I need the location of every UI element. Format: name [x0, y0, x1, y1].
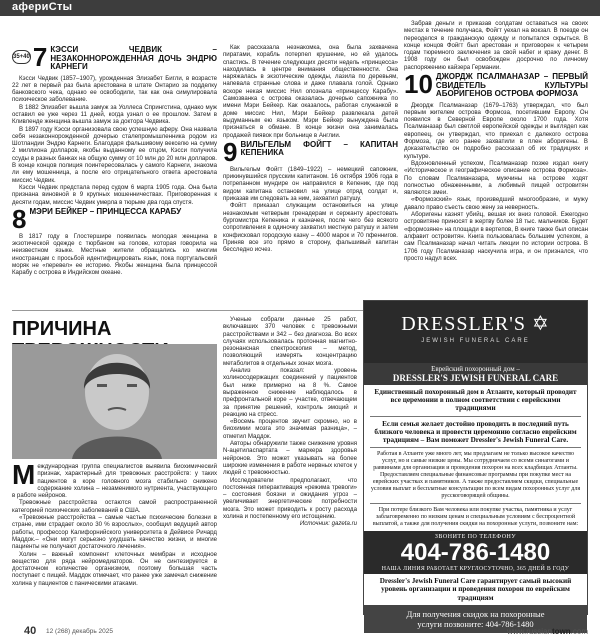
- story-10-paragraph: Аборигены казнят убийц, вешая их вниз головой. Ежегодно островитяне приносят в жертву более 18 тыс. мальчиков. Будет «формозяне» на площади в вертепов, В книге также был описан алфавит островитян. Книга пользовалась большим успехом, а сам Псалманазар начал читать лекции по истории острова. В 1706 году Псалманазар наскучила игра, и он признался, что просто надул всех.: [404, 211, 588, 262]
- ad-guarantee: [364, 574, 587, 605]
- ad-logo-subtitle: JEWISH FUNERAL CARE: [421, 338, 530, 344]
- article-paragraph: «Восемь процентов звучит скромно, но в биохимии мозга это значимая разница», – отметил Маддок.: [223, 418, 357, 440]
- story-column-middle: [223, 44, 398, 306]
- ad-hours: НАША ЛИНИЯ РАБОТАЕТ КРУГЛОСУТОЧНО, 365 ДНЕЙ В ГОДУ: [381, 566, 570, 573]
- page-footer: [0, 624, 600, 640]
- story-10-heading: [404, 69, 588, 100]
- story-8-paragraph: Как рассказала незнакомка, она была захвачена пиратами, корабль потерпел крушение, но ей удалось спастись. В течение следующих десяти недель «принцесса» находилась в центре внимания общественности. Она наряжалась в экзотические одежды, лазила по деревьям, напевала странные слова и даже плавала голой. Однако вскоре некая миссис Нил опознала «принцессу Карабу». Самозванка с острова оказалась дочерью сапожника по имени Мэри Бейкер. Как оказалось, работая служанкой в доме миссис Нил, Мэри Бейкер развлекала детей выдуманным ею языком. Мэри Бейкер вынуждена была признаться в обмане. В конце жизни она занималась продажей пиявок при больнице в Англии.: [223, 44, 398, 139]
- ad-text: При потере близкого Вам человека или покупке участка, памятника и услуг заблаговременно по низким ценам и специальным условиям с беспроцентной выплатой, а также для получения скидки на похоронные услуги, позвоните нам:: [372, 507, 579, 528]
- story-8-title: МЭРИ БЕЙКЕР – ПРИНЦЕССА КАРАБУ: [29, 206, 182, 216]
- story-7-paragraph: Кэсси Чедвик предстала перед судом 6 марта 1905 года. Она была признана виновной в 9 крупных мошенничествах. Приговоренная к десяти годам, миссис Чедвик умерла в тюрьме два года спустя.: [12, 183, 217, 206]
- story-7-paragraph: В 1882 Элизабет вышла замуж за Уоллеса Спрингстина, однако муж оставил ее уже через 11 дней, когда узнал о ее прошлом. Затем в Кливленде женщина вышла замуж за доктора Чедвика.: [12, 103, 217, 126]
- ad-phone-box: [364, 531, 587, 574]
- article-paragraph: Тревожные расстройства остаются самой распространенной категорией психических заболеваний в США.: [12, 499, 217, 514]
- article-title: ПРИЧИНА: [12, 318, 112, 340]
- story-column-left: [12, 44, 217, 306]
- ad-title-strip: [364, 363, 587, 385]
- ad-call-label: ЗВОНИТЕ ПО ТЕЛЕФОНУ: [434, 534, 517, 541]
- story-column-right: [404, 20, 588, 306]
- ad-guarantee-text: Dressler's Jewish Funeral Care гарантирует самый высокий уровень организации и проведения похорон по еврейским традициям: [379, 577, 572, 602]
- story-9-paragraph: Фойгт приказал служащим остановиться на улице незнакомым четверым гренадерам и сержанту арестовать бургомистра Кепеника и казначея, после чего без всякого сопротивления в одиночку захватил местную ратушу и затем конфисковал городскую казну – 4000 марок и 70 пфеннигов. Приняв все это прямо в сторону, фальшивый капитан бесследно исчез.: [223, 202, 398, 254]
- article-paragraph: «Тревожные расстройства – самые частые психические болезни в стране, ими страдает около 30 % взрослых», сообщил ведущий автор работы, профессор Калифорнийского университета в Дейвисе Ричард Маддок.– «Они могут серьезно ухудшать качество жизни, и многие пациенты не получают достаточного лечения».: [12, 514, 217, 551]
- ad-footer-line1: Для получения скидок на похоронные: [406, 608, 545, 619]
- star-of-david-icon: ✡: [531, 313, 550, 335]
- article-paragraph: Авторы обнаружили также снижение уровня N-ацетиласпартата – маркера здоровья нейронов. Это может указывать на более широкие изменения в работе нервных клеток у людей с тревожностью.: [223, 440, 357, 477]
- ad-divider: [370, 416, 581, 417]
- story-10-paragraph: «Формозский» язык, произведший многообразие, и мужу давало право съесть свою жену за неверность.: [404, 196, 588, 211]
- story-7-heading: [12, 42, 217, 72]
- ad-divider: [370, 503, 581, 504]
- article-photo: [12, 344, 217, 459]
- story-8-paragraph: В 1817 году в Глостершире появилась молодая женщина в экзотической одежде с тюрбаном на голове, которая говорила на неизвестном языке. Местные жители обращались ко многим иностранцам с просьбой идентифицировать язык, пока португальский моряк не «перевел» ее историю. Якобы женщина была принцессой Карабу с острова в Индийском океане.: [12, 232, 217, 277]
- story-9-paragraph: Вильгельм Фойгт (1849–1922) – немецкий сапожник, прикинувшийся прусским капитаном. 16 октября 1906 года в потрепанном мундире он направился в Кепеник, где под видом капитана остановил на улице отряд солдат и, приказав им следовать за ним, захватил ратушу.: [223, 165, 398, 203]
- article-paragraph: Исследователи предполагают, что постоянная гиперактивация «режима тревоги» – состояния боязни и ожидания угроз – увеличивает энергетические потребности мозга. Это может приводить к росту расхода холина и постепенному его истощению.: [223, 476, 357, 521]
- story-8-heading: [12, 203, 217, 234]
- section-header-bar: [0, 0, 600, 16]
- story-10-paragraph: Джордж Псалманазар (1679–1763) утверждал, что был первым жителем острова Формоза, посетившим Европу. Он появился в Северной Европе около 1700 года. Хотя Псалманазар был светлой европейской одежды и выглядел как европеец, он утверждал, что приехал с далекого острова Формоза, где его ранее захватили в плен аборигены. В доказательство он подробно рассказал об их традициях и культуре.: [404, 101, 588, 160]
- article-paragraph-text: еждународная группа специалистов выявила биохимический признак, характерный для тревожных расстройств: у таких пациентов в коре головного мозга стабильно снижено содержание холина – незаменимого нутриента, участвующего в работе нейронов.: [12, 463, 217, 500]
- ad-strip-line1: Еврейский похоронный дом –: [431, 365, 520, 373]
- funeral-advertisement: [363, 300, 588, 629]
- story-7-paragraph: В 1897 году Кэсси организовала свою успешную аферу. Она назвала себя незаконнорожденной дочерью сталепромышленника родом из Шотландии Эндрю Карнеги. Благодаря фальшивому векселю на сумму 2 миллиона долларов, якобы выданному ее отцом, Кэсси получила ссуды в разных банках на общую сумму от 10 млн до 20 млн долларов. В конце концов полиция поинтересовалась у самого Карнеги, знакома ли ему мошенница, а после его отрицательного ответа арестовала миссис Чедвик.: [12, 125, 217, 184]
- ad-headline: Единственный похоронный дом в Атланте, который проводит все церемонии в полном соответствии с еврейскими традициями: [374, 388, 577, 413]
- drop-cap: М: [12, 459, 36, 490]
- article-paragraph: Холин – важный компонент клеточных мембран и исходное вещество для ряда нейромедиаторов. Он не синтезируется в достаточном количестве организмом, поэтому большая часть поступает с пищей. Маддок отмечает, что ранее уже замечал снижение холина у пациентов с паническими атаками.: [12, 550, 217, 587]
- ad-footer-line2: услуги позвоните: 404-786-1480: [417, 618, 534, 629]
- story-7-number: 7: [32, 42, 48, 72]
- age-badge: 35+40: [12, 50, 31, 64]
- story-10-number: 10: [404, 69, 433, 100]
- story-10-paragraph: Вдохновленный успехом, Псалманазар позже издал книгу «Историческое и географическое описание острова Формоза». По словам Псалманазара, мужчины на острове ходят полностью обнаженными, а любимый пищей островитян являются змеи.: [404, 159, 588, 197]
- story-7-paragraph: Кэсси Чедвик (1857–1907), урожденная Элизабет Бигли, в возрасте 22 лет в первый раз была арестована в штате Онтарио за подделку банковского чека, однако ее освободили, так как она симулировала психическое заболевание.: [12, 74, 217, 104]
- website-link[interactable]: [507, 627, 588, 636]
- story-10-title: ДЖОРДЖ ПСАЛМАНАЗАР – ПЕРВЫЙ СВИДЕТЕЛЬ КУЛЬТУРЫ АБОРИГЕНОВ ОСТРОВА ФОРМОЗА: [435, 72, 588, 99]
- article-paragraph: Ученые собрали данные 25 работ, включавших 370 человек с тревожными расстройствами и 342 – без диагноза. Во всех случаях использовалась протонная магнитно-резонансная спектроскопия – метод, позволяющий измерять концентрацию метаболитов в отдельных зонах мозга.: [223, 316, 357, 367]
- article-column-right: [223, 316, 357, 621]
- story-7-title: КЭССИ ЧЕДВИК – НЕЗАКОННОРОЖДЕННАЯ ДОЧЬ ЭНДРЮ КАРНЕГИ: [50, 45, 217, 71]
- person-photo-illustration: [12, 344, 217, 459]
- story-9-paragraph: Забрав деньги и приказав солдатам оставаться на своих местах в течение получаса, Фойгт уехал на вокзал. В поезде он переоделся в гражданскую одежду и попытался скрыться. В конце концов Фойгт был арестован и приговорен к четырем годам тюремного заключения за свой набег и кражу денег. В 1908 году он был освобожден досрочно по личному распоряжению кайзера Германии.: [404, 20, 588, 71]
- ad-text: Работая в Атланте уже много лет, мы предлагаем не только высокое качество услуг, но и самые низкие цены. Мы сотрудничаем со всеми синагогами и раввинами для организации и проведения похорон на всех кладбищах Атланты. Предоставляем специальные финансовые программы при покупке мест на еврейских участках и памятников. А также предоставляем скидки, специальные условия выплат и бесплатные консультации по всем видам похоронных услуг для русскоговорящей общины.: [370, 451, 581, 500]
- article-first-paragraph: [12, 459, 217, 500]
- ad-divider: [370, 447, 581, 448]
- story-9-number: 9: [223, 136, 238, 167]
- issue-info: 12 (268) декабрь 2025: [46, 628, 114, 635]
- ad-logo-panel: [364, 301, 587, 363]
- story-9-title: ВИЛЬГЕЛЬМ ФОЙГТ – КАПИТАН КЕПЕНИКА: [240, 139, 398, 158]
- article-paragraph: Анализ показал: уровень холиносодержащих соединений у пациентов был ниже примерно на 8 %. Самое выраженное снижение наблюдалось в префронтальной коре – участке, отвечающем за принятие решений, контроль эмоций и реакцию на стресс.: [223, 367, 357, 418]
- page-number: 40: [24, 625, 37, 637]
- ad-logo-text: DRESSLER'S: [401, 313, 526, 335]
- ad-logo: [364, 311, 587, 336]
- site-prefix: www.russian: [507, 627, 552, 636]
- site-suffix: .com: [570, 627, 588, 636]
- article-credit: Источник: gazeta.ru: [299, 520, 357, 528]
- ad-strip-line2: DRESSLER'S JEWISH FUNERAL CARE: [392, 373, 559, 383]
- story-8-number: 8: [12, 203, 27, 234]
- article-column-left: [12, 459, 217, 621]
- story-9-heading: [223, 136, 398, 167]
- ad-body: [364, 385, 587, 531]
- site-bold: town: [551, 627, 571, 636]
- section-title: афериСты: [12, 1, 73, 13]
- ad-subheadline: Если семья желает достойно проводить в последний путь близкого человека и провести церемонию согласно еврейским традициям – Вам поможет Dressler's Jewish Funeral Care.: [374, 419, 577, 445]
- ad-phone-number[interactable]: 404-786-1480: [400, 539, 551, 567]
